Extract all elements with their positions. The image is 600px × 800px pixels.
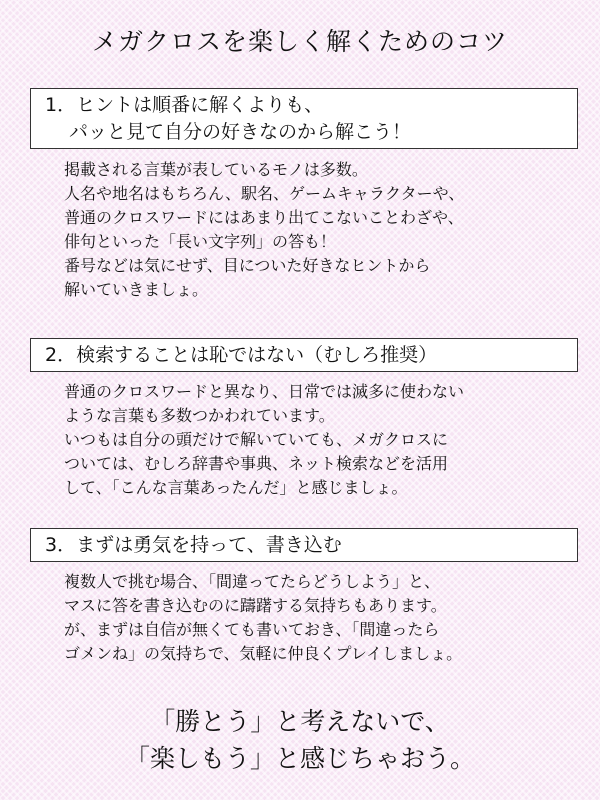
body-line: 複数人で挑む場合、「間違ってたらどうしよう」と、 — [64, 572, 441, 591]
body-line: 普通のクロスワードにはあまり出てこないことわざや、 — [64, 208, 464, 227]
body-line: 俳句といった「長い文字列」の答も！ — [64, 232, 337, 251]
body-line: 番号などは気にせず、目についた好きなヒントから — [64, 256, 431, 275]
body-line: マスに答を書き込むのに躊躇する気持ちもあります。 — [64, 596, 447, 615]
section-heading-1 — [30, 88, 578, 149]
body-line: 人名や地名はもちろん、駅名、ゲームキャラクターや、 — [64, 184, 465, 203]
body-line: 掲載される言葉が表しているモノは多数。 — [64, 160, 368, 179]
section-heading-line: 2．検索することは恥ではない（むしろ推奨） — [45, 344, 438, 366]
section-body-2 — [64, 380, 584, 500]
section-heading-3 — [30, 528, 578, 562]
body-line: ゴメンね」の気持ちで、気軽に仲良くプレイしましょ。 — [64, 644, 463, 663]
page-title: メガクロスを楽しく解くためのコツ — [91, 27, 508, 56]
section-body-3 — [64, 570, 584, 666]
closing-message — [0, 703, 600, 777]
body-line: いつもは自分の頭だけで解いていても、メガクロスに — [64, 430, 449, 449]
section-heading-line: 1．ヒントは順番に解くよりも、 — [45, 94, 324, 116]
section-heading-2 — [30, 338, 578, 372]
body-line: が、まずは自信が無くても書いておき、「間違ったら — [64, 620, 440, 639]
closing-line: 「楽しもう」と感じちゃおう。 — [124, 744, 475, 773]
body-line: 普通のクロスワードと異なり、日常では滅多に使わない — [64, 382, 465, 401]
body-line: ついては、むしろ辞書や事典、ネット検索などを活用 — [64, 454, 449, 473]
section-body-1 — [64, 158, 584, 302]
body-line: ような言葉も多数つかわれています。 — [64, 406, 335, 425]
section-heading-line: パッと見て自分の好きなのから解こう！ — [69, 121, 412, 143]
section-heading-line: 3．まずは勇気を持って、書き込む — [45, 534, 342, 556]
body-line: して、「こんな言葉あったんだ」と感じましょ。 — [64, 478, 408, 497]
body-line: 解いていきましょ。 — [64, 280, 209, 299]
closing-line: 「勝とう」と考えないで、 — [150, 707, 450, 736]
